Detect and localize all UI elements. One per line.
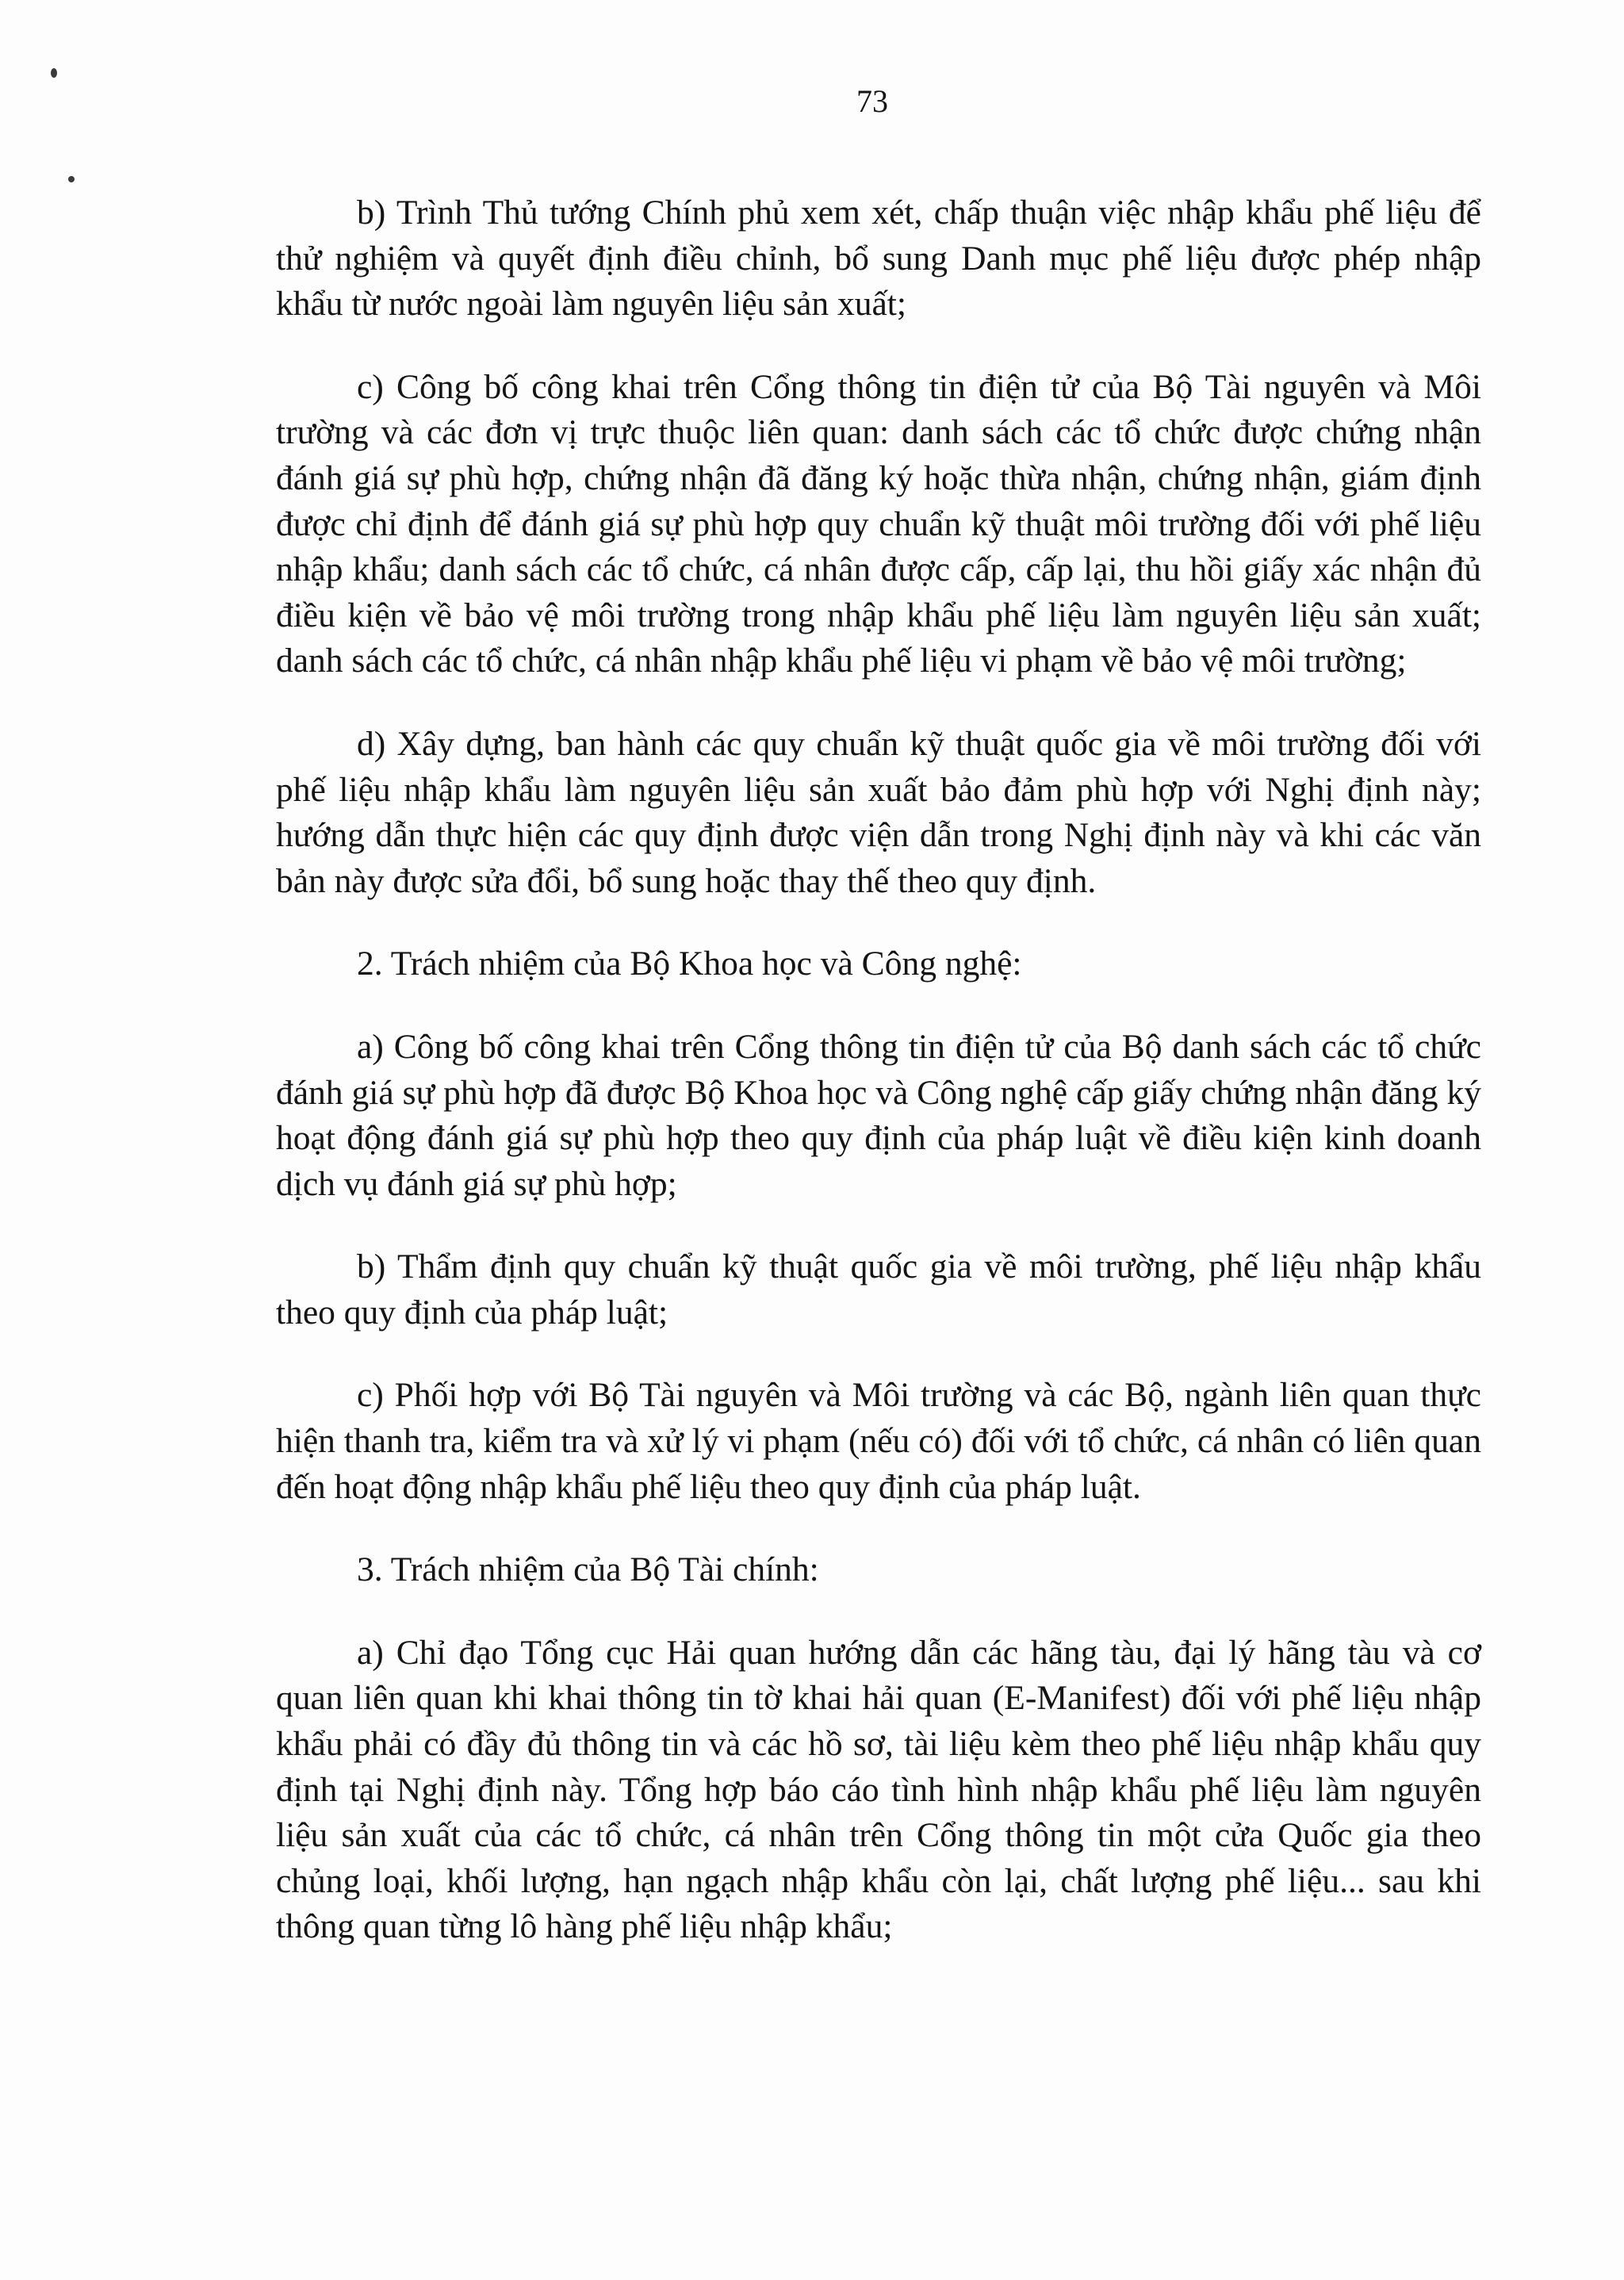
document-body (276, 190, 1481, 1950)
paragraph-2b-appraise-standards: b) Thẩm định quy chuẩn kỹ thuật quốc gia về môi trường, phế liệu nhập khẩu theo quy định của pháp luật; (276, 1247, 1481, 1332)
paragraph-1b-submit-prime-minister: b) Trình Thủ tướng Chính phủ xem xét, chấp thuận việc nhập khẩu phế liệu để thử nghiệm và quyết định điều chỉnh, bổ sung Danh mục phế liệu được phép nhập khẩu từ nước ngoài làm nguyên liệu sản xuất; (276, 194, 1481, 324)
scan-speck (68, 176, 75, 182)
heading-3-ministry-finance: 3. Trách nhiệm của Bộ Tài chính: (357, 1550, 819, 1589)
heading-2-ministry-science-technology: 2. Trách nhiệm của Bộ Khoa học và Công nghệ: (357, 945, 1022, 983)
paragraph-1c-publish-lists: c) Công bố công khai trên Cổng thông tin điện tử của Bộ Tài nguyên và Môi trường và các đơn vị trực thuộc liên quan: danh sách các tổ chức được chứng nhận đánh giá sự phù hợp, chứng nhận đã đăng ký hoặc thừa nhận, chứng nhận, giám định được chỉ định để đánh giá sự phù hợp quy chuẩn kỹ thuật môi trường đối với phế liệu nhập khẩu; danh sách các tổ chức, cá nhân được cấp, cấp lại, thu hồi giấy xác nhận đủ điều kiện về bảo vệ môi trường trong nhập khẩu phế liệu làm nguyên liệu sản xuất; danh sách các tổ chức, cá nhân nhập khẩu phế liệu vi phạm về bảo vệ môi trường; (276, 367, 1481, 680)
page-number: 73 (856, 83, 888, 119)
paragraph-1d-build-standards: d) Xây dựng, ban hành các quy chuẩn kỹ thuật quốc gia về môi trường đối với phế liệu nhập khẩu làm nguyên liệu sản xuất bảo đảm phù hợp với Nghị định này; hướng dẫn thực hiện các quy định được viện dẫn trong Nghị định này và khi các văn bản này được sửa đổi, bổ sung hoặc thay thế theo quy định. (276, 724, 1481, 900)
paragraph-2a-publish-organizations: a) Công bố công khai trên Cổng thông tin điện tử của Bộ danh sách các tổ chức đánh giá sự phù hợp đã được Bộ Khoa học và Công nghệ cấp giấy chứng nhận đăng ký hoạt động đánh giá sự phù hợp theo quy định của pháp luật về điều kiện kinh doanh dịch vụ đánh giá sự phù hợp; (276, 1027, 1481, 1203)
scan-speck (51, 68, 57, 78)
paragraph-2c-coordinate-inspection: c) Phối hợp với Bộ Tài nguyên và Môi trường và các Bộ, ngành liên quan thực hiện thanh tra, kiểm tra và xử lý vi phạm (nếu có) đối với tổ chức, cá nhân có liên quan đến hoạt động nhập khẩu phế liệu theo quy định của pháp luật. (276, 1376, 1481, 1506)
paragraph-3a-customs-guidance: a) Chỉ đạo Tổng cục Hải quan hướng dẫn các hãng tàu, đại lý hãng tàu và cơ quan liên quan khi khai thông tin tờ khai hải quan (E-Manifest) đối với phế liệu nhập khẩu phải có đầy đủ thông tin và các hồ sơ, tài liệu kèm theo phế liệu nhập khẩu quy định tại Nghị định này. Tổng hợp báo cáo tình hình nhập khẩu phế liệu làm nguyên liệu sản xuất của các tổ chức, cá nhân trên Cổng thông tin một cửa Quốc gia theo chủng loại, khối lượng, hạn ngạch nhập khẩu còn lại, chất lượng phế liệu... sau khi thông quan từng lô hàng phế liệu nhập khẩu; (276, 1633, 1481, 1946)
